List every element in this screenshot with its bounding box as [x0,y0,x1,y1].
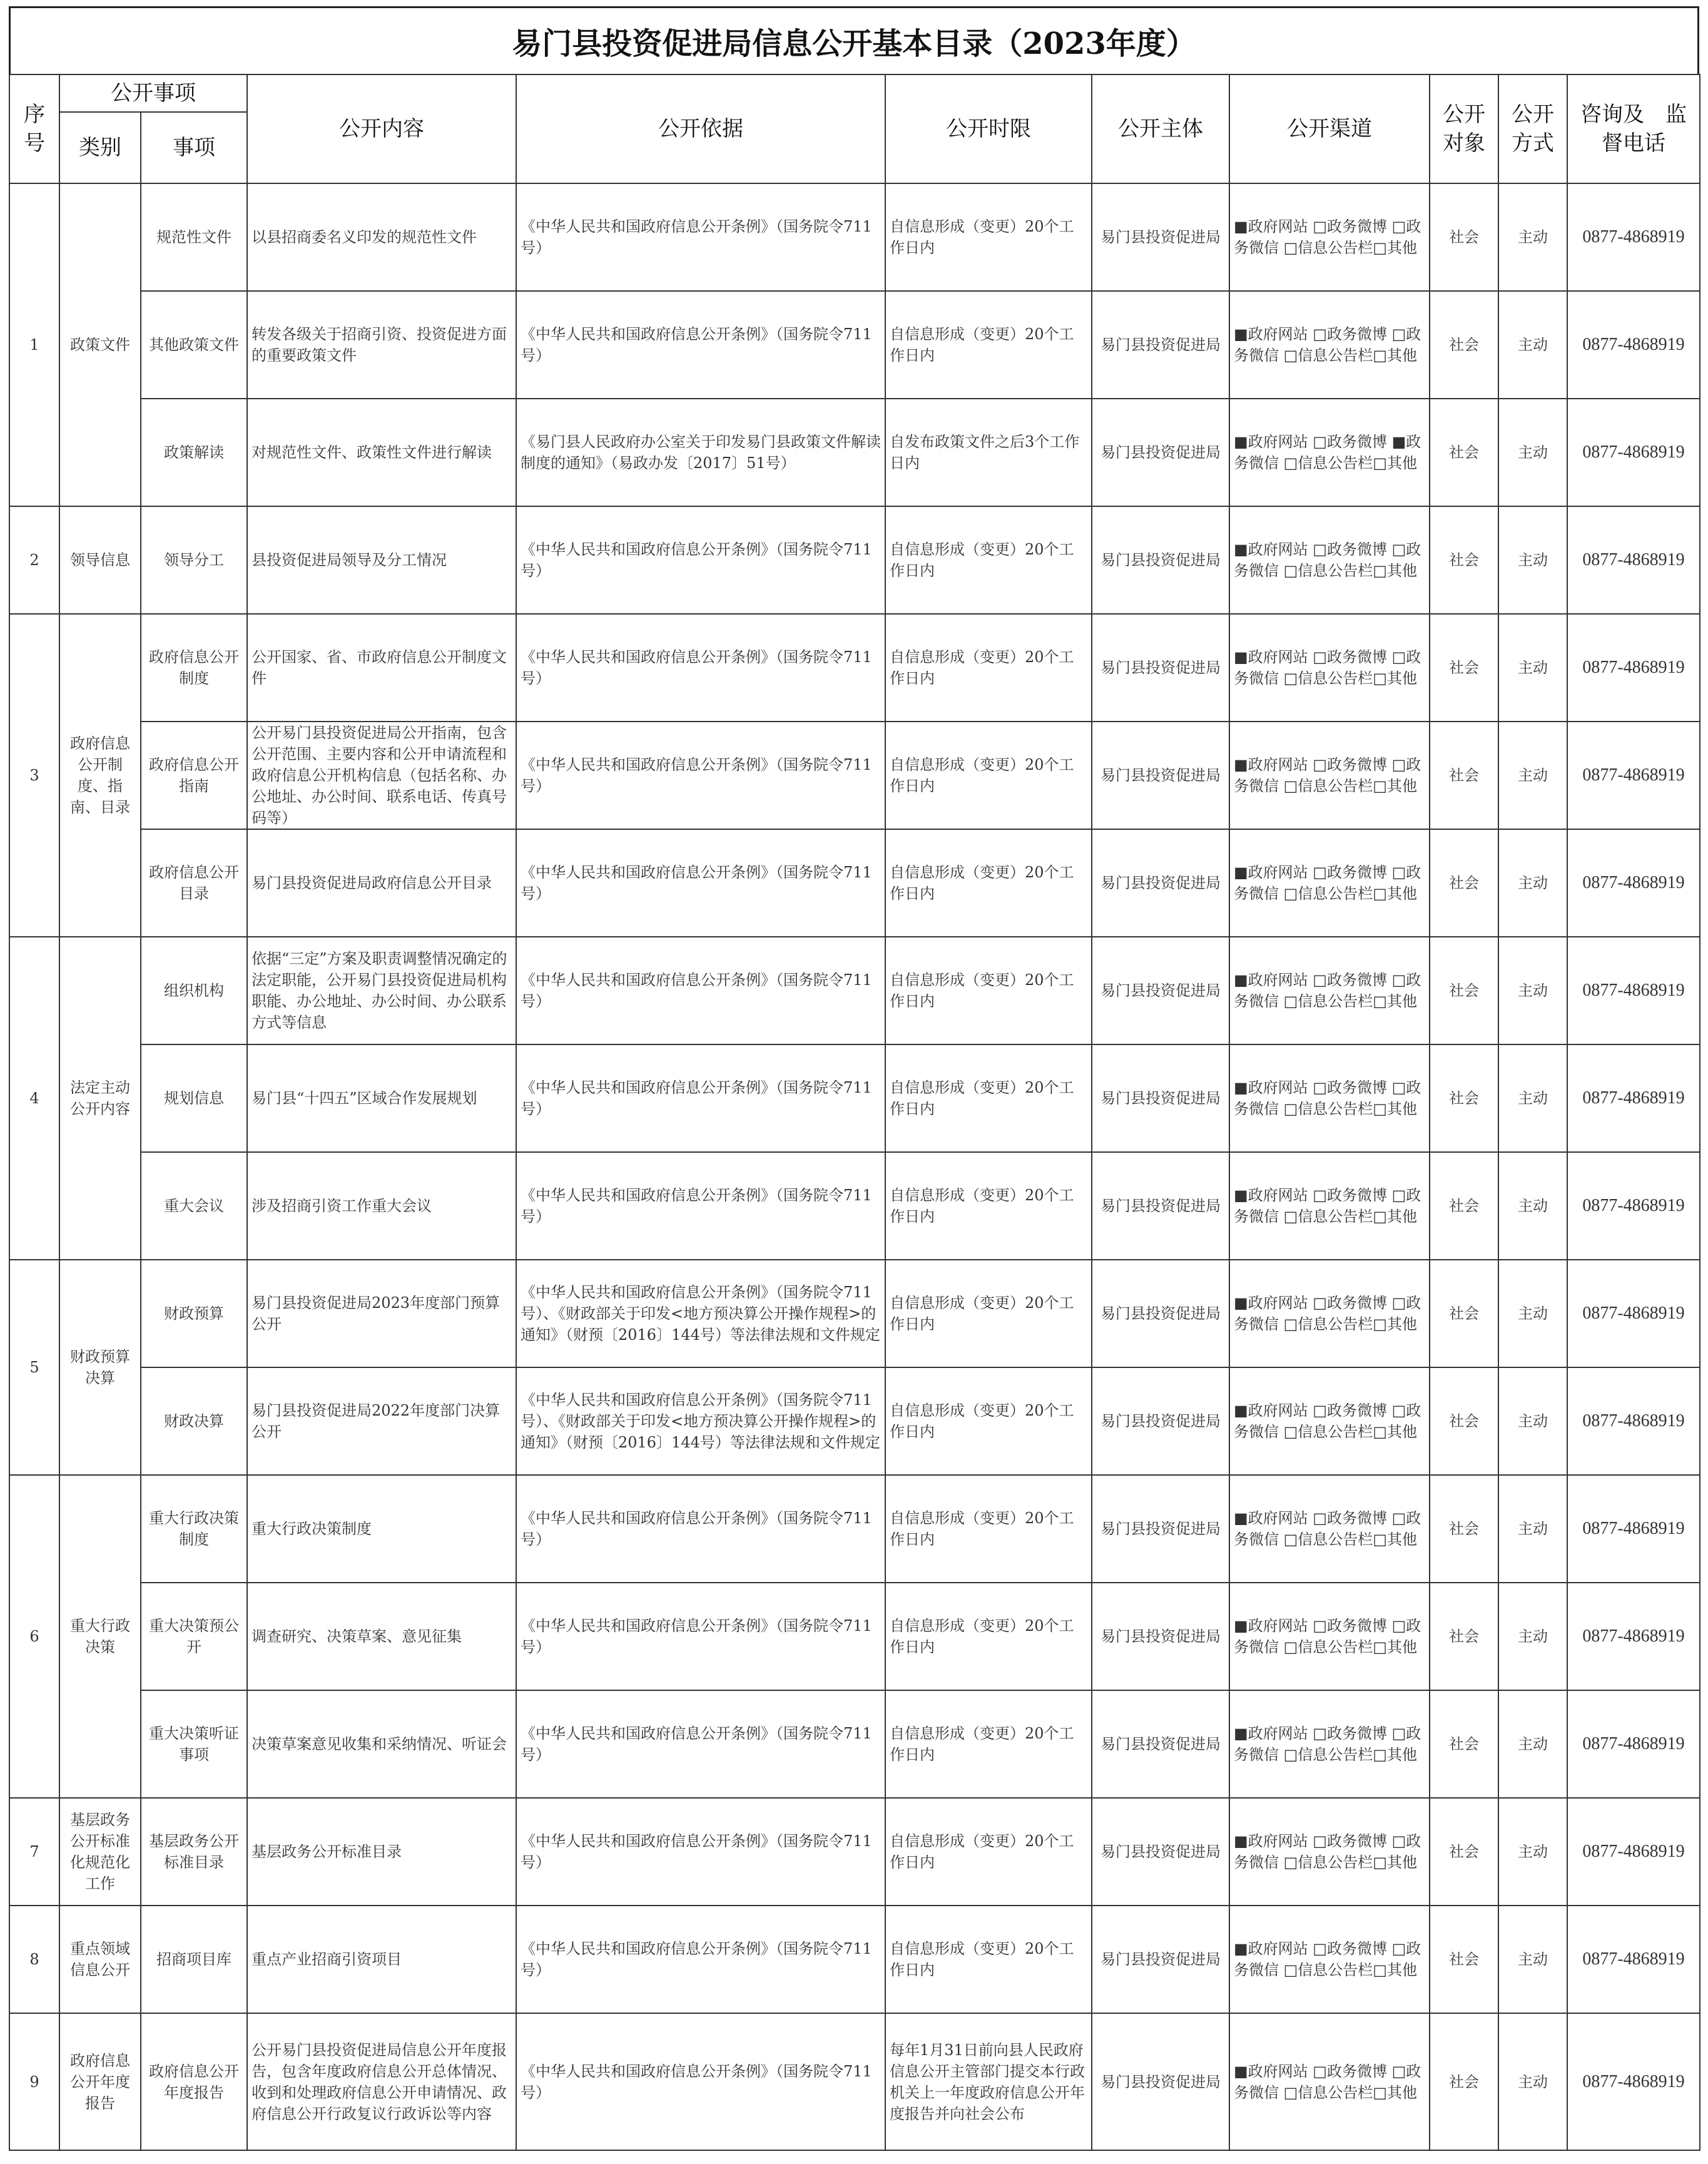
row-audience: 社会 [1430,1583,1498,1690]
table-row [9,1583,1700,1690]
row-phone: 0877-4868919 [1567,1798,1700,1906]
row-subject: 易门县投资促进局 [1092,1475,1229,1583]
table-row [9,506,1700,614]
channel-line-1: ■政府网站 □政务微博 □政 [1234,1402,1421,1419]
row-phone: 0877-4868919 [1567,1906,1700,2013]
channel-line-1: ■政府网站 □政务微博 □政 [1234,1617,1421,1635]
table-row [9,614,1700,722]
row-basis: 《中华人民共和国政府信息公开条例》（国务院令711号） [516,722,885,829]
table-row [9,2013,1700,2150]
row-basis: 《中华人民共和国政府信息公开条例》（国务院令711号） [516,1906,885,2013]
row-item: 重大决策听证事项 [141,1690,247,1798]
row-time-limit: 自信息形成（变更）20个工作日内 [885,291,1092,399]
channel-line-2: 务微信 □信息公告栏□其他 [1234,1423,1417,1441]
channel-line-2: 务微信 □信息公告栏□其他 [1234,1746,1417,1763]
row-item: 政策解读 [141,399,247,506]
row-content: 公开易门县投资促进局公开指南，包含公开范围、主要内容和公开申请流程和政府信息公开机构信息（包括名称、办公地址、办公时间、联系电话、传真号码等） [247,722,516,829]
row-item: 政府信息公开指南 [141,722,247,829]
catalog-body [9,183,1700,2150]
header-phone: 咨询及 监督电话 [1567,74,1700,183]
table-row [9,1798,1700,1906]
row-subject: 易门县投资促进局 [1092,291,1229,399]
row-phone: 0877-4868919 [1567,829,1700,937]
row-phone: 0877-4868919 [1567,1044,1700,1152]
row-content: 易门县投资促进局2022年度部门决算公开 [247,1367,516,1475]
channel-line-2: 务微信 □信息公告栏□其他 [1234,885,1417,902]
channel-line-2: 务微信 □信息公告栏□其他 [1234,454,1417,472]
row-method: 主动 [1498,829,1567,937]
row-seq: 3 [9,614,59,937]
row-audience: 社会 [1430,506,1498,614]
row-audience: 社会 [1430,937,1498,1044]
row-audience: 社会 [1430,183,1498,291]
table-row [9,399,1700,506]
channel-line-1: ■政府网站 □政务微博 □政 [1234,218,1421,235]
row-seq: 6 [9,1475,59,1798]
row-subject: 易门县投资促进局 [1092,1044,1229,1152]
row-time-limit: 自信息形成（变更）20个工作日内 [885,1583,1092,1690]
row-subject: 易门县投资促进局 [1092,1152,1229,1260]
channel-line-2: 务微信 □信息公告栏□其他 [1234,562,1417,579]
row-content: 重大行政决策制度 [247,1475,516,1583]
row-category: 法定主动公开内容 [59,937,141,1260]
channel-line-1: ■政府网站 □政务微博 □政 [1234,1187,1421,1204]
row-method: 主动 [1498,1260,1567,1367]
row-channel [1229,937,1430,1044]
row-category: 政府信息公开制度、指南、目录 [59,614,141,937]
row-content: 决策草案意见收集和采纳情况、听证会 [247,1690,516,1798]
row-category: 领导信息 [59,506,141,614]
header-subject: 公开主体 [1092,74,1229,183]
row-time-limit: 自信息形成（变更）20个工作日内 [885,722,1092,829]
row-category: 财政预算决算 [59,1260,141,1475]
row-item: 重大会议 [141,1152,247,1260]
channel-line-1: ■政府网站 □政务微博 □政 [1234,2062,1421,2080]
channel-line-2: 务微信 □信息公告栏□其他 [1234,777,1417,795]
row-phone: 0877-4868919 [1567,1367,1700,1475]
channel-line-2: 务微信 □信息公告栏□其他 [1234,1854,1417,1871]
row-phone: 0877-4868919 [1567,614,1700,722]
row-item: 财政决算 [141,1367,247,1475]
row-channel [1229,2013,1430,2150]
table-row [9,291,1700,399]
header-time-limit: 公开时限 [885,74,1092,183]
row-basis: 《中华人民共和国政府信息公开条例》（国务院令711号） [516,506,885,614]
row-item: 规范性文件 [141,183,247,291]
row-phone: 0877-4868919 [1567,1260,1700,1367]
table-row [9,1690,1700,1798]
row-time-limit: 每年1月31日前向县人民政府信息公开主管部门提交本行政机关上一年度政府信息公开年度报告并向社会公布 [885,2013,1092,2150]
row-time-limit: 自信息形成（变更）20个工作日内 [885,506,1092,614]
channel-line-2: 务微信 □信息公告栏□其他 [1234,670,1417,687]
row-phone: 0877-4868919 [1567,2013,1700,2150]
row-channel [1229,614,1430,722]
row-seq: 1 [9,183,59,506]
row-basis: 《中华人民共和国政府信息公开条例》（国务院令711号） [516,1475,885,1583]
row-item: 政府信息公开年度报告 [141,2013,247,2150]
row-audience: 社会 [1430,1690,1498,1798]
row-audience: 社会 [1430,722,1498,829]
row-audience: 社会 [1430,399,1498,506]
header-item: 事项 [141,112,247,183]
row-category: 重大行政决策 [59,1475,141,1798]
channel-line-2: 务微信 □信息公告栏□其他 [1234,1100,1417,1118]
table-row [9,1152,1700,1260]
row-content: 对规范性文件、政策性文件进行解读 [247,399,516,506]
row-item: 规划信息 [141,1044,247,1152]
row-content: 依据“三定”方案及职责调整情况确定的法定职能，公开易门县投资促进局机构职能、办公地址、办公时间、办公联系方式等信息 [247,937,516,1044]
channel-line-2: 务微信 □信息公告栏□其他 [1234,1638,1417,1656]
row-content: 以县招商委名义印发的规范性文件 [247,183,516,291]
channel-line-2: 务微信 □信息公告栏□其他 [1234,1961,1417,1979]
row-content: 县投资促进局领导及分工情况 [247,506,516,614]
header-content: 公开内容 [247,74,516,183]
row-item: 基层政务公开标准目录 [141,1798,247,1906]
row-content: 基层政务公开标准目录 [247,1798,516,1906]
row-content: 转发各级关于招商引资、投资促进方面的重要政策文件 [247,291,516,399]
row-audience: 社会 [1430,2013,1498,2150]
row-channel [1229,1906,1430,2013]
header-channel: 公开渠道 [1229,74,1430,183]
row-item: 领导分工 [141,506,247,614]
row-subject: 易门县投资促进局 [1092,1583,1229,1690]
header-category: 类别 [59,112,141,183]
row-item: 其他政策文件 [141,291,247,399]
table-row [9,1044,1700,1152]
row-method: 主动 [1498,614,1567,722]
row-time-limit: 自信息形成（变更）20个工作日内 [885,1475,1092,1583]
channel-line-1: ■政府网站 □政务微博 □政 [1234,864,1421,881]
row-time-limit: 自信息形成（变更）20个工作日内 [885,937,1092,1044]
channel-line-2: 务微信 □信息公告栏□其他 [1234,239,1417,257]
row-item: 组织机构 [141,937,247,1044]
row-subject: 易门县投资促进局 [1092,1798,1229,1906]
row-phone: 0877-4868919 [1567,937,1700,1044]
row-seq: 5 [9,1260,59,1475]
row-basis: 《中华人民共和国政府信息公开条例》（国务院令711号） [516,2013,885,2150]
header-basis: 公开依据 [516,74,885,183]
row-phone: 0877-4868919 [1567,1690,1700,1798]
table-row [9,722,1700,829]
channel-line-1: ■政府网站 □政务微博 □政 [1234,648,1421,666]
row-channel [1229,506,1430,614]
row-method: 主动 [1498,399,1567,506]
table-row [9,937,1700,1044]
row-content: 易门县投资促进局政府信息公开目录 [247,829,516,937]
row-phone: 0877-4868919 [1567,183,1700,291]
row-phone: 0877-4868919 [1567,722,1700,829]
row-channel [1229,1583,1430,1690]
row-method: 主动 [1498,291,1567,399]
row-audience: 社会 [1430,1367,1498,1475]
row-time-limit: 自发布政策文件之后3个工作日内 [885,399,1092,506]
row-phone: 0877-4868919 [1567,1152,1700,1260]
channel-line-1: ■政府网站 □政务微博 □政 [1234,1509,1421,1527]
row-subject: 易门县投资促进局 [1092,1260,1229,1367]
row-time-limit: 自信息形成（变更）20个工作日内 [885,614,1092,722]
row-basis: 《中华人民共和国政府信息公开条例》（国务院令711号） [516,937,885,1044]
table-row [9,1367,1700,1475]
header-audience: 公开对象 [1430,74,1498,183]
row-audience: 社会 [1430,1260,1498,1367]
header-method: 公开方式 [1498,74,1567,183]
row-subject: 易门县投资促进局 [1092,829,1229,937]
row-phone: 0877-4868919 [1567,1583,1700,1690]
row-basis: 《中华人民共和国政府信息公开条例》（国务院令711号） [516,1044,885,1152]
row-category: 基层政务公开标准化规范化工作 [59,1798,141,1906]
channel-line-1: ■政府网站 □政务微博 □政 [1234,1079,1421,1096]
row-method: 主动 [1498,2013,1567,2150]
row-subject: 易门县投资促进局 [1092,937,1229,1044]
row-phone: 0877-4868919 [1567,506,1700,614]
row-method: 主动 [1498,1798,1567,1906]
channel-line-2: 务微信 □信息公告栏□其他 [1234,1531,1417,1548]
row-seq: 2 [9,506,59,614]
row-audience: 社会 [1430,1044,1498,1152]
row-time-limit: 自信息形成（变更）20个工作日内 [885,829,1092,937]
row-subject: 易门县投资促进局 [1092,1690,1229,1798]
channel-line-1: ■政府网站 □政务微博 □政 [1234,971,1421,989]
row-channel [1229,1152,1430,1260]
row-basis: 《中华人民共和国政府信息公开条例》（国务院令711号） [516,1583,885,1690]
row-subject: 易门县投资促进局 [1092,399,1229,506]
channel-line-1: ■政府网站 □政务微博 □政 [1234,756,1421,773]
row-basis: 《中华人民共和国政府信息公开条例》（国务院令711号） [516,1798,885,1906]
channel-line-2: 务微信 □信息公告栏□其他 [1234,993,1417,1010]
row-subject: 易门县投资促进局 [1092,1367,1229,1475]
channel-line-2: 务微信 □信息公告栏□其他 [1234,2083,1417,2101]
row-method: 主动 [1498,1044,1567,1152]
row-phone: 0877-4868919 [1567,291,1700,399]
catalog-sheet [9,6,1699,2151]
row-seq: 8 [9,1906,59,2013]
row-content: 公开易门县投资促进局信息公开年度报告，包含年度政府信息公开总体情况、收到和处理政府信息公开申请情况、政府信息公开行政复议行政诉讼等内容 [247,2013,516,2150]
row-audience: 社会 [1430,829,1498,937]
row-audience: 社会 [1430,614,1498,722]
row-time-limit: 自信息形成（变更）20个工作日内 [885,1798,1092,1906]
row-channel [1229,1475,1430,1583]
row-method: 主动 [1498,1690,1567,1798]
row-content: 调查研究、决策草案、意见征集 [247,1583,516,1690]
channel-line-1: ■政府网站 □政务微博 □政 [1234,1832,1421,1850]
table-row [9,1906,1700,2013]
row-basis: 《中华人民共和国政府信息公开条例》（国务院令711号） [516,614,885,722]
row-content: 公开国家、省、市政府信息公开制度文件 [247,614,516,722]
page-title: 易门县投资促进局信息公开基本目录（2023年度） [9,6,1699,74]
row-phone: 0877-4868919 [1567,399,1700,506]
row-audience: 社会 [1430,1152,1498,1260]
row-channel [1229,183,1430,291]
row-basis: 《易门县人民政府办公室关于印发易门县政策文件解读制度的通知》（易政办发〔2017〕51号） [516,399,885,506]
row-audience: 社会 [1430,1798,1498,1906]
channel-line-1: ■政府网站 □政务微博 □政 [1234,325,1421,343]
row-item: 重大行政决策制度 [141,1475,247,1583]
row-channel [1229,1798,1430,1906]
catalog-table [9,74,1700,2151]
table-row [9,829,1700,937]
channel-line-1: ■政府网站 □政务微博 □政 [1234,1294,1421,1312]
row-time-limit: 自信息形成（变更）20个工作日内 [885,1152,1092,1260]
channel-line-2: 务微信 □信息公告栏□其他 [1234,1208,1417,1225]
row-content: 易门县“十四五”区域合作发展规划 [247,1044,516,1152]
row-method: 主动 [1498,183,1567,291]
row-audience: 社会 [1430,1906,1498,2013]
row-audience: 社会 [1430,291,1498,399]
row-method: 主动 [1498,506,1567,614]
row-channel [1229,722,1430,829]
row-seq: 9 [9,2013,59,2150]
row-channel [1229,829,1430,937]
row-seq: 4 [9,937,59,1260]
row-time-limit: 自信息形成（变更）20个工作日内 [885,1906,1092,2013]
channel-line-2: 务微信 □信息公告栏□其他 [1234,347,1417,364]
row-method: 主动 [1498,1367,1567,1475]
row-category: 重点领域信息公开 [59,1906,141,2013]
row-basis: 《中华人民共和国政府信息公开条例》（国务院令711号） [516,1152,885,1260]
row-basis: 《中华人民共和国政府信息公开条例》（国务院令711号）、《财政部关于印发<地方预决算公开操作规程>的通知》（财预〔2016〕144号）等法律法规和文件规定 [516,1260,885,1367]
row-item: 重大决策预公开 [141,1583,247,1690]
table-row [9,1260,1700,1367]
row-channel [1229,291,1430,399]
row-subject: 易门县投资促进局 [1092,506,1229,614]
row-method: 主动 [1498,1475,1567,1583]
row-time-limit: 自信息形成（变更）20个工作日内 [885,1690,1092,1798]
row-basis: 《中华人民共和国政府信息公开条例》（国务院令711号） [516,829,885,937]
row-time-limit: 自信息形成（变更）20个工作日内 [885,1260,1092,1367]
row-method: 主动 [1498,722,1567,829]
row-subject: 易门县投资促进局 [1092,1906,1229,2013]
row-item: 招商项目库 [141,1906,247,2013]
row-basis: 《中华人民共和国政府信息公开条例》（国务院令711号）、《财政部关于印发<地方预决算公开操作规程>的通知》（财预〔2016〕144号）等法律法规和文件规定 [516,1367,885,1475]
row-content: 重点产业招商引资项目 [247,1906,516,2013]
row-channel [1229,1260,1430,1367]
row-channel [1229,1044,1430,1152]
row-method: 主动 [1498,1152,1567,1260]
row-channel [1229,1367,1430,1475]
row-phone: 0877-4868919 [1567,1475,1700,1583]
row-audience: 社会 [1430,1475,1498,1583]
header-seq: 序号 [9,74,59,183]
row-subject: 易门县投资促进局 [1092,722,1229,829]
channel-line-1: ■政府网站 □政务微博 □政 [1234,541,1421,558]
row-time-limit: 自信息形成（变更）20个工作日内 [885,183,1092,291]
row-time-limit: 自信息形成（变更）20个工作日内 [885,1367,1092,1475]
row-content: 涉及招商引资工作重大会议 [247,1152,516,1260]
row-time-limit: 自信息形成（变更）20个工作日内 [885,1044,1092,1152]
row-content: 易门县投资促进局2023年度部门预算公开 [247,1260,516,1367]
row-channel [1229,1690,1430,1798]
row-item: 财政预算 [141,1260,247,1367]
row-seq: 7 [9,1798,59,1906]
table-row [9,183,1700,291]
channel-line-1: ■政府网站 □政务微博 □政 [1234,1940,1421,1957]
row-item: 政府信息公开制度 [141,614,247,722]
row-basis: 《中华人民共和国政府信息公开条例》（国务院令711号） [516,291,885,399]
row-method: 主动 [1498,1583,1567,1690]
row-subject: 易门县投资促进局 [1092,614,1229,722]
row-basis: 《中华人民共和国政府信息公开条例》（国务院令711号） [516,1690,885,1798]
row-method: 主动 [1498,937,1567,1044]
row-item: 政府信息公开目录 [141,829,247,937]
row-method: 主动 [1498,1906,1567,2013]
row-subject: 易门县投资促进局 [1092,183,1229,291]
table-row [9,1475,1700,1583]
channel-line-2: 务微信 □信息公告栏□其他 [1234,1315,1417,1333]
row-category: 政府信息公开年度报告 [59,2013,141,2150]
row-basis: 《中华人民共和国政府信息公开条例》（国务院令711号） [516,183,885,291]
header-public-items: 公开事项 [59,74,247,112]
row-category: 政策文件 [59,183,141,506]
channel-line-1: ■政府网站 □政务微博 □政 [1234,1725,1421,1742]
channel-line-1: ■政府网站 □政务微博 ■政 [1234,433,1421,451]
row-channel [1229,399,1430,506]
row-subject: 易门县投资促进局 [1092,2013,1229,2150]
